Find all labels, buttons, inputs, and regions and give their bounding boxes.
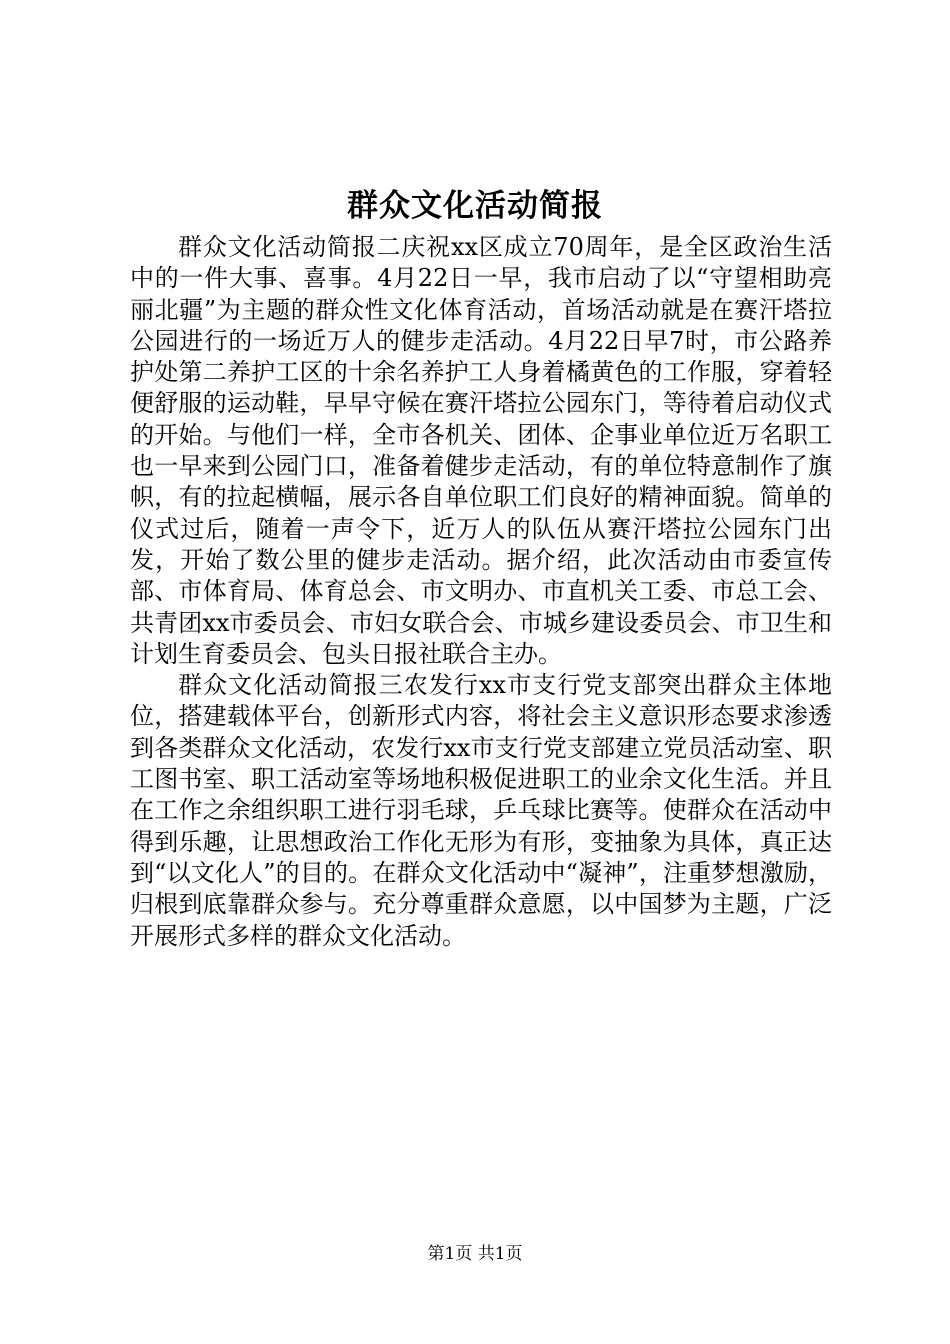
document-body [130,232,832,952]
document-title: 群众文化活动简报 [347,188,603,224]
paragraph-1: 群众文化活动简报二庆祝xx区成立70周年，是全区政治生活中的一件大事、喜事。4月22日一早，我市启动了以“守望相助亮丽北疆”为主题的群众性文化体育活动，首场活动就是在赛汗塔拉公园进行的一场近万人的健步走活动。4月22日早7时，市公路养护处第二养护工区的十余名养护工人身着橘黄色的工作服，穿着轻便舒服的运动鞋，早早守候在赛汗塔拉公园东门，等待着启动仪式的开始。与他们一样，全市各机关、团体、企事业单位近万名职工也一早来到公园门口，准备着健步走活动，有的单位特意制作了旗帜，有的拉起横幅，展示各自单位职工们良好的精神面貌。简单的仪式过后，随着一声令下，近万人的队伍从赛汗塔拉公园东门出发，开始了数公里的健步走活动。据介绍，此次活动由市委宣传部、市体育局、体育总会、市文明办、市直机关工委、市总工会、共青团xx市委员会、市妇女联合会、市城乡建设委员会、市卫生和计划生育委员会、包头日报社联合主办。 [130,233,832,668]
page-number-footer: 第1页 共1页 [427,1244,523,1264]
paragraph-2: 群众文化活动简报三农发行xx市支行党支部突出群众主体地位，搭建载体平台，创新形式内容，将社会主义意识形态要求渗透到各类群众文化活动，农发行xx市支行党支部建立党员活动室、职工图书室、职工活动室等场地积极促进职工的业余文化生活。并且在工作之余组织职工进行羽毛球，乒乓球比赛等。使群众在活动中得到乐趣，让思想政治工作化无形为有形，变抽象为具体，真正达到“以文化人”的目的。在群众文化活动中“凝神”，注重梦想激励，归根到底靠群众参与。充分尊重群众意愿，以中国梦为主题，广泛开展形式多样的群众文化活动。 [130,671,832,950]
